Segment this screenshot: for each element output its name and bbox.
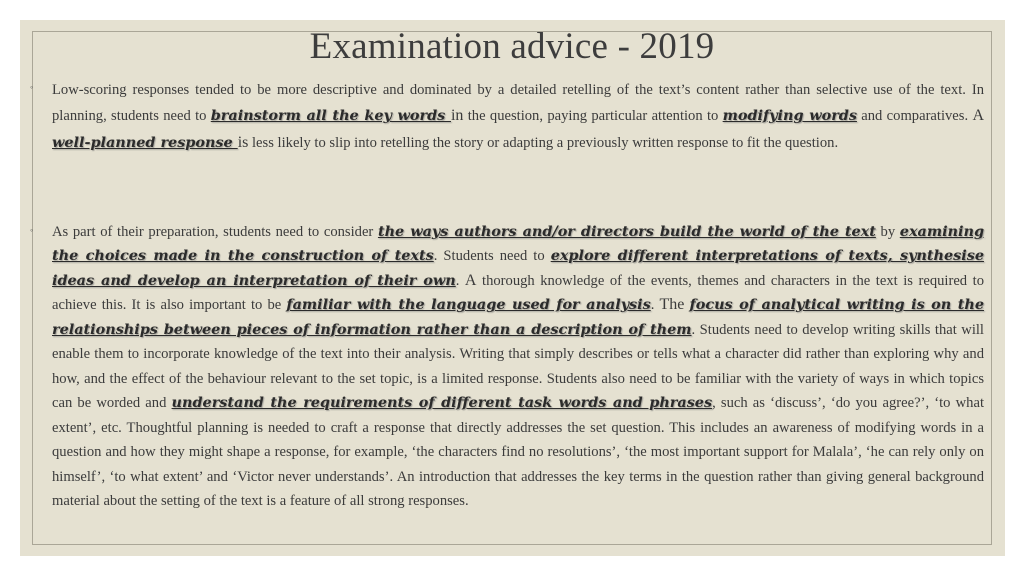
- slide-title: Examination advice - 2019: [309, 26, 715, 67]
- highlight-interpretations: explore different interpretations of texts, synthesise ideas and develop an interpretation of their own: [52, 247, 984, 289]
- highlight-construction-of-texts: examining the choices made in the construction of texts: [52, 223, 985, 265]
- text-run: in: [450, 107, 464, 125]
- highlight-modifying-words: modifying words: [722, 107, 857, 125]
- text-run: The: [659, 296, 685, 314]
- text-run: and comparatives.: [856, 108, 973, 125]
- bullet-marker: ◦: [30, 82, 34, 92]
- highlight-world-of-text: the ways authors and/or directors build the world of the text: [377, 223, 876, 240]
- text-run: is: [237, 133, 249, 151]
- text-run: A: [972, 107, 984, 125]
- text-run: A: [464, 271, 477, 289]
- highlight-analytical-writing: focus of analytical writing is on the relationships between pieces of information rather than a description of them: [52, 296, 985, 338]
- text-run: . Students need to: [433, 248, 551, 265]
- text-run: thorough knowledge of the events, themes and characters in the text is required to achieve this. It is also important to be: [52, 272, 984, 314]
- text-run: the question, paying particular attention to: [463, 108, 723, 125]
- highlight-language-for-analysis: familiar with the language used for analysis: [286, 296, 651, 314]
- text-run: As part of their preparation, students need to consider: [52, 224, 378, 240]
- highlight-task-words: understand the requirements of different task words and phrases: [171, 394, 713, 412]
- text-run: less likely to slip into retelling the story or adapting a previously written response to fit the question.: [248, 134, 839, 151]
- highlight-well-planned-response: well-planned response: [52, 133, 238, 151]
- text-run: . Students need to develop writing skills that will enable them to incorporate knowledge of the text into their analysis. Writing that simply describes or tells what a character did rather than exploring why and how, and the effect of the behaviour relevant to the set topic, is a limited response. Students also need to be familiar with the variety of ways in which topics can be worded and: [52, 321, 984, 412]
- text-run: .: [455, 272, 465, 289]
- paragraph-low-scoring: [52, 78, 984, 156]
- text-run: Low-scoring responses tended to be more descriptive and dominated by a detailed retelling of the text’s content rather than selective use of the text. In planning, students need to: [52, 82, 984, 125]
- text-run: by: [875, 224, 900, 240]
- text-run: .: [650, 297, 660, 314]
- paragraph-preparation: [52, 220, 984, 513]
- bullet-marker: ◦: [30, 225, 34, 235]
- highlight-brainstorm: brainstorm all the key words: [210, 107, 451, 125]
- text-run: , such as ‘discuss’, ‘do you agree?’, ‘to what extent’, etc. Thoughtful planning is needed to craft a response that directly addresses the set question. This includes an awareness of modifying words in a question and how they might shape a response, for example, ‘the characters find no resolutions’, ‘the most important support for Malala’, ‘he can rely only on himself’, ‘to what extent’ and ‘Victor never understands’. An introduction that addresses the key terms in the question rather than giving general background material about the setting of the text is a feature of all strong responses.: [52, 395, 985, 509]
